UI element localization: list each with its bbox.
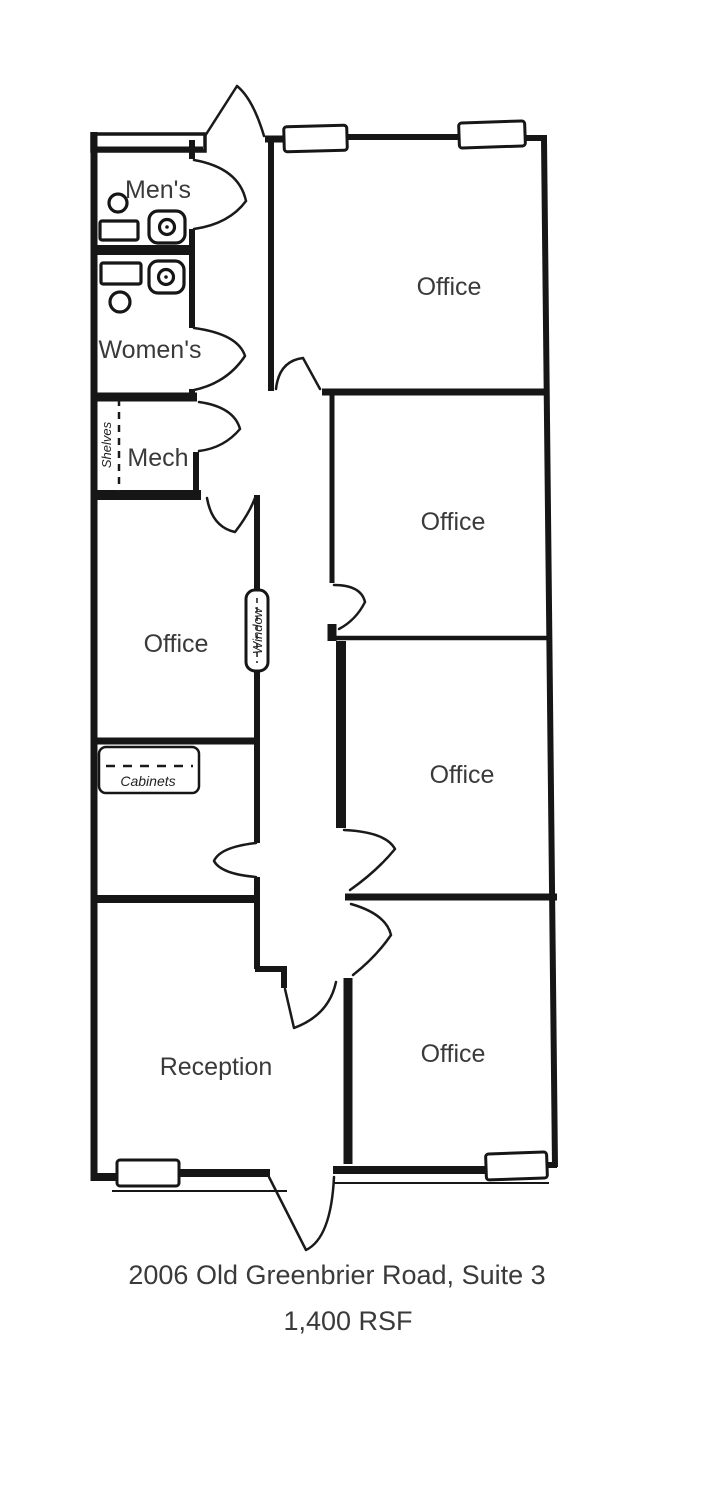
mens-door-swing (194, 160, 246, 229)
office1-door-swing (276, 358, 320, 389)
mens-toilet-dot-icon (165, 225, 169, 229)
caption-area: 1,400 RSF (283, 1306, 413, 1336)
reception-door-swing (285, 982, 336, 1028)
top-window (284, 125, 348, 152)
room-labels (99, 176, 495, 1081)
room-label-office-lower-right: Office (429, 761, 495, 789)
womens-toilet-dot-icon (164, 275, 168, 279)
bottom-window (117, 1160, 179, 1186)
office2-door-swing (334, 585, 365, 629)
room-label-office-bottom-right: Office (420, 1040, 486, 1068)
room-label-office-top-right: Office (416, 273, 482, 301)
womens-door-swing (194, 328, 245, 390)
cabinet-nook-door-swing (214, 843, 256, 877)
mech-door-swing (199, 402, 240, 451)
right-wall (544, 139, 555, 1167)
caption-address: 2006 Old Greenbrier Road, Suite 3 (128, 1260, 546, 1290)
main-entrance-door-swing (269, 1177, 334, 1250)
annotation-cabinets: Cabinets (120, 773, 176, 789)
handwritten-annotations (99, 421, 265, 789)
office-left-door-swing (207, 498, 255, 532)
womens-counter-icon (101, 263, 141, 284)
room-label-office-mid-right: Office (420, 508, 486, 536)
room-label-office-left: Office (143, 630, 209, 658)
room-label-mech: Mech (127, 444, 189, 472)
annotation-window: Window (250, 607, 265, 655)
top-window (459, 121, 526, 148)
room-label-mens: Men's (125, 176, 191, 204)
captions (128, 1260, 545, 1336)
annotation-shelves: Shelves (99, 421, 114, 469)
office3-door-swing (344, 830, 395, 890)
mens-counter-icon (100, 221, 138, 240)
womens-sink-icon (110, 292, 130, 312)
top-entrance-door-swing (205, 86, 264, 136)
bottom-window (486, 1152, 548, 1180)
room-label-reception: Reception (159, 1053, 273, 1081)
room-label-womens: Women's (98, 336, 202, 364)
office4-door-swing (351, 904, 391, 975)
